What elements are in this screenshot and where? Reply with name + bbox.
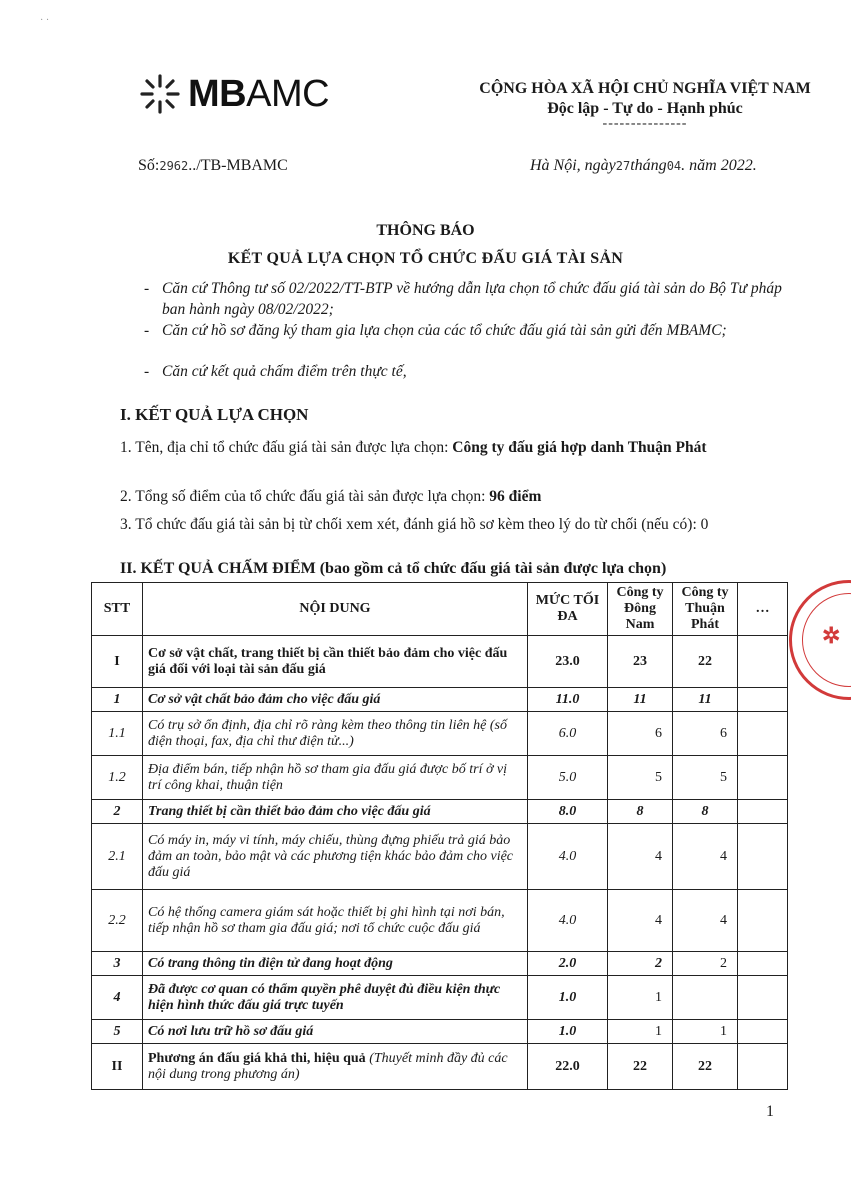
table-row	[92, 688, 788, 712]
basis-item: - Căn cứ hồ sơ đăng ký tham gia lựa chọn của các tổ chức đấu giá tài sản gửi đến MBAMC;	[144, 322, 727, 339]
scan-specks: · ·	[40, 15, 50, 26]
row-thuan-phat: 22	[673, 636, 738, 688]
document-date: Hà Nội, ngày27tháng04. năm 2022.	[530, 157, 757, 174]
mbamc-star-icon	[138, 72, 182, 116]
row-dong-nam: 8	[608, 800, 673, 824]
table-row	[92, 890, 788, 952]
row-thuan-phat: 4	[673, 824, 738, 890]
basis-item: - Căn cứ kết quả chấm điểm trên thực tế,	[144, 363, 407, 380]
selected-org: 1. Tên, địa chỉ tổ chức đấu giá tài sản được lựa chọn: Công ty đấu giá hợp danh Thuận Phát	[120, 439, 707, 456]
row-stt: 1	[92, 688, 143, 712]
row-stt: 1.1	[92, 712, 143, 756]
row-dong-nam: 1	[608, 1020, 673, 1044]
row-thuan-phat: 8	[673, 800, 738, 824]
document-number: Số:2962../TB-MBAMC	[138, 157, 288, 174]
row-thuan-phat: 22	[673, 1044, 738, 1090]
row-more	[738, 976, 788, 1020]
table-row	[92, 952, 788, 976]
row-max: 4.0	[528, 890, 608, 952]
mbamc-logo	[138, 72, 329, 116]
page-number: 1	[766, 1103, 774, 1120]
row-max: 1.0	[528, 1020, 608, 1044]
row-dong-nam: 6	[608, 712, 673, 756]
row-more	[738, 636, 788, 688]
rejected-orgs: 3. Tổ chức đấu giá tài sản bị từ chối xem xét, đánh giá hồ sơ kèm theo lý do từ chối (nếu có): 0	[120, 516, 709, 533]
header-max: MỨC TỐI ĐA	[528, 583, 608, 636]
row-more	[738, 952, 788, 976]
row-dong-nam: 4	[608, 824, 673, 890]
basis-item: - Căn cứ Thông tư số 02/2022/TT-BTP về hướng dẫn lựa chọn tổ chức đấu giá tài sản do Bộ Tư pháp ban hành ngày 08/02/2022;	[144, 280, 782, 318]
header-thuan-phat: Công ty Thuận Phát	[673, 583, 738, 636]
row-max: 22.0	[528, 1044, 608, 1090]
row-content: Cơ sở vật chất, trang thiết bị cần thiết bảo đảm cho việc đấu giá đối với loại tài sản đấu giá	[143, 636, 528, 688]
row-thuan-phat: 4	[673, 890, 738, 952]
row-thuan-phat: 1	[673, 1020, 738, 1044]
row-dong-nam: 23	[608, 636, 673, 688]
table-row	[92, 800, 788, 824]
row-content: Đã được cơ quan có thẩm quyền phê duyệt đủ điều kiện thực hiện hình thức đấu giá trực tuyến	[143, 976, 528, 1020]
section-2-heading: II. KẾT QUẢ CHẤM ĐIỂM (bao gồm cả tổ chức đấu giá tài sản được lựa chọn)	[120, 560, 667, 577]
row-stt: 5	[92, 1020, 143, 1044]
row-stt: 2.2	[92, 890, 143, 952]
row-more	[738, 800, 788, 824]
row-content: Phương án đấu giá khả thi, hiệu quả (Thuyết minh đầy đủ các nội dung trong phương án)	[143, 1044, 528, 1090]
table-row	[92, 636, 788, 688]
row-more	[738, 1044, 788, 1090]
row-max: 1.0	[528, 976, 608, 1020]
row-more	[738, 890, 788, 952]
document-subtitle: KẾT QUẢ LỰA CHỌN TỔ CHỨC ĐẤU GIÁ TÀI SẢN	[227, 250, 624, 267]
row-dong-nam: 5	[608, 756, 673, 800]
row-content: Có hệ thống camera giám sát hoặc thiết bị ghi hình tại nơi bán, tiếp nhận hồ sơ tham gia đấu giá; nơi tổ chức cuộc đấu giá	[143, 890, 528, 952]
row-more	[738, 756, 788, 800]
row-stt: 4	[92, 976, 143, 1020]
row-stt: II	[92, 1044, 143, 1090]
row-max: 5.0	[528, 756, 608, 800]
row-content: Có trụ sở ổn định, địa chỉ rõ ràng kèm theo thông tin liên hệ (số điện thoại, fax, địa chỉ thư điện tử...)	[143, 712, 528, 756]
row-dong-nam: 22	[608, 1044, 673, 1090]
row-stt: 3	[92, 952, 143, 976]
national-motto: Độc lập - Tự do - Hạnh phúc	[547, 100, 743, 117]
row-thuan-phat: 11	[673, 688, 738, 712]
total-score: 2. Tổng số điểm của tổ chức đấu giá tài sản được lựa chọn: 96 điểm	[120, 488, 542, 505]
row-content: Có trang thông tin điện tử đang hoạt động	[143, 952, 528, 976]
row-stt: 1.2	[92, 756, 143, 800]
row-more	[738, 688, 788, 712]
table-row	[92, 712, 788, 756]
header-dong-nam: Công ty Đông Nam	[608, 583, 673, 636]
row-content: Địa điểm bán, tiếp nhận hồ sơ tham gia đấu giá được bố trí ở vị trí công khai, thuận tiện	[143, 756, 528, 800]
row-max: 2.0	[528, 952, 608, 976]
row-content: Trang thiết bị cần thiết bảo đảm cho việc đấu giá	[143, 800, 528, 824]
row-thuan-phat: 2	[673, 952, 738, 976]
row-stt: 2.1	[92, 824, 143, 890]
row-thuan-phat	[673, 976, 738, 1020]
table-row	[92, 976, 788, 1020]
row-content: Có nơi lưu trữ hồ sơ đấu giá	[143, 1020, 528, 1044]
section-1-heading: I. KẾT QUẢ LỰA CHỌN	[120, 405, 309, 424]
row-thuan-phat: 5	[673, 756, 738, 800]
row-thuan-phat: 6	[673, 712, 738, 756]
row-content: Cơ sở vật chất bảo đảm cho việc đấu giá	[143, 688, 528, 712]
row-more	[738, 824, 788, 890]
row-dong-nam: 2	[608, 952, 673, 976]
document-title: THÔNG BÁO	[376, 222, 475, 239]
header-rule: ---------------	[602, 116, 688, 131]
table-row	[92, 824, 788, 890]
row-max: 6.0	[528, 712, 608, 756]
row-dong-nam: 11	[608, 688, 673, 712]
row-content: Có máy in, máy vi tính, máy chiếu, thùng đựng phiếu trả giá bảo đảm an toàn, bảo mật và các phương tiện khác bảo đảm cho việc đấu giá	[143, 824, 528, 890]
country-name: CỘNG HÒA XÃ HỘI CHỦ NGHĨA VIỆT NAM	[479, 80, 811, 97]
table-row	[92, 1044, 788, 1090]
row-stt: 2	[92, 800, 143, 824]
row-max: 23.0	[528, 636, 608, 688]
national-header	[455, 80, 835, 132]
score-table	[91, 582, 788, 1090]
table-row	[92, 756, 788, 800]
row-max: 11.0	[528, 688, 608, 712]
row-more	[738, 712, 788, 756]
header-content: NỘI DUNG	[143, 583, 528, 636]
row-more	[738, 1020, 788, 1044]
row-max: 8.0	[528, 800, 608, 824]
row-dong-nam: 1	[608, 976, 673, 1020]
row-dong-nam: 4	[608, 890, 673, 952]
table-row	[92, 1020, 788, 1044]
logo-text: MBAMC	[188, 72, 330, 115]
table-header-row	[92, 583, 788, 636]
row-stt: I	[92, 636, 143, 688]
company-seal	[789, 580, 851, 700]
row-max: 4.0	[528, 824, 608, 890]
header-stt: STT	[92, 583, 143, 636]
header-more: …	[738, 583, 788, 636]
seal-star-icon: ✲	[822, 623, 841, 648]
